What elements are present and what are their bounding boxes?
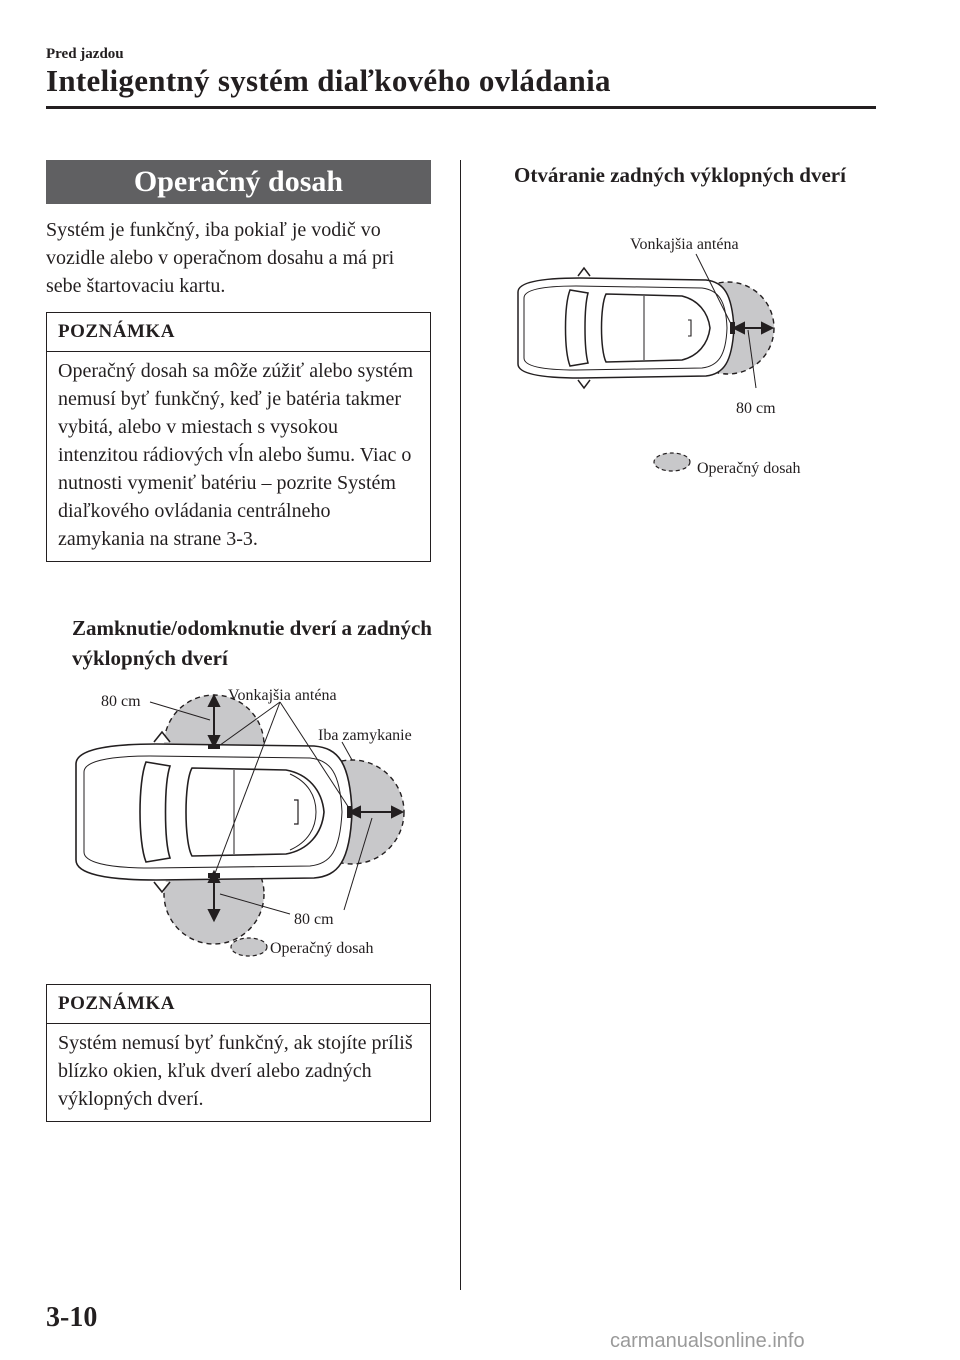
legend-range-label: Operačný dosah [697,460,801,477]
page-title: Inteligentný systém diaľkového ovládania [46,63,611,98]
legend-range [231,938,374,957]
label-80cm: 80 cm [736,400,776,417]
car-top-view [76,732,352,892]
figure-1-heading: Zamknutie/odomknutie dverí a zadných výklopných dverí [72,616,432,670]
legend-range-label: Operačný dosah [270,940,374,957]
chapter-label: Pred jazdou [46,46,124,62]
label-lock-only: Iba zamykanie [318,727,412,744]
note-box-1 [46,312,431,562]
page-number: 3-10 [46,1302,98,1333]
title-rule [46,106,876,109]
label-antenna: Vonkajšia anténa [228,687,337,704]
note-box-2 [46,984,431,1122]
legend-swatch [654,453,690,471]
note-1-text: Operačný dosah sa môže zúžiť alebo systém nemusí byť funkčný, keď je batéria takmer vybitá, alebo v miestach s vysokou intenzitou rádiových vĺn alebo šumu. Viac o nutnosti vymeniť batériu – pozrite Systém diaľkového ovládania centrálneho zamykania na strane 3-3. [58,360,414,550]
figure-2-heading: Otváranie zadných výklopných dverí [514,163,846,187]
note-2-text: Systém nemusí byť funkčný, ak stojíte príliš blízko okien, kľuk dverí alebo zadných výklopných dverí. [58,1032,413,1110]
section-title: Operačný dosah [46,160,431,204]
note-2-heading: POZNÁMKA [47,985,430,1024]
column-separator [460,160,461,1290]
figure-2-diagram [500,224,840,484]
car-top-view [518,268,734,388]
legend-range [654,453,801,477]
figure-1-diagram [46,672,431,967]
label-80cm-bottom: 80 cm [294,911,334,928]
legend-swatch [231,938,267,956]
watermark: carmanualsonline.info [610,1330,805,1352]
label-antenna: Vonkajšia anténa [630,236,739,253]
note-1-heading: POZNÁMKA [47,313,430,352]
label-80cm-top: 80 cm [101,693,141,710]
intro-paragraph: Systém je funkčný, iba pokiaľ je vodič vo vozidle alebo v operačnom dosahu a má pri sebe štartovaciu kartu. [46,219,395,297]
